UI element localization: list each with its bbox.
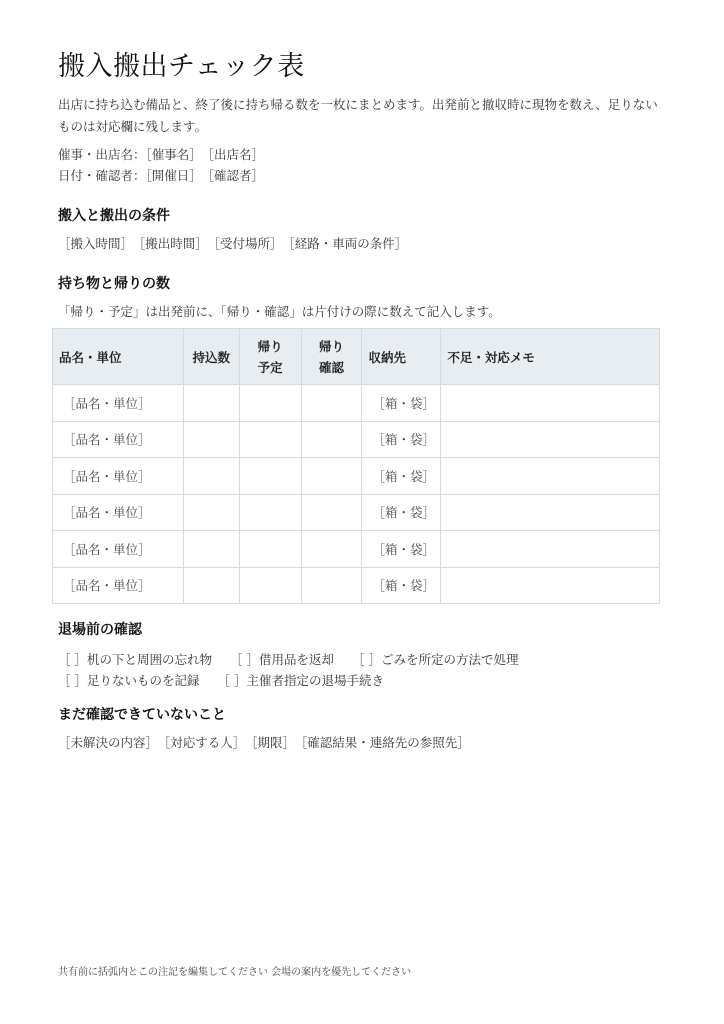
- unresolved-item: ［対応する人］: [164, 735, 246, 750]
- cell-return-check[interactable]: [301, 385, 362, 422]
- checklist-item[interactable]: ［ ］ごみを所定の方法で処理: [351, 652, 519, 667]
- items-heading: 持ち物と帰りの数: [58, 276, 170, 292]
- cell-storage[interactable]: ［箱・袋］: [362, 531, 441, 568]
- shop-name-field: ［出店名］: [207, 147, 265, 162]
- cell-return-check[interactable]: [301, 567, 362, 604]
- meta-row-date: [58, 165, 662, 186]
- table-row: [53, 421, 660, 458]
- cell-brought[interactable]: [183, 421, 239, 458]
- checklist-item[interactable]: ［ ］主催者指定の退場手続き: [217, 673, 384, 688]
- unresolved-item: ［未解決の内容］: [58, 735, 159, 750]
- cell-brought[interactable]: [183, 567, 239, 604]
- checklist-item[interactable]: ［ ］足りないものを記録: [58, 673, 200, 688]
- unresolved-heading: まだ確認できていないこと: [58, 707, 226, 723]
- checklist-row: [58, 649, 662, 670]
- table-header-row: [53, 329, 660, 385]
- cell-memo[interactable]: [441, 421, 660, 458]
- checklist-item[interactable]: ［ ］借用品を返却: [229, 652, 334, 667]
- meta-row-event: [58, 144, 662, 165]
- table-row: [53, 494, 660, 531]
- table-row: [53, 458, 660, 495]
- cell-storage[interactable]: ［箱・袋］: [362, 494, 441, 531]
- unresolved-list: [58, 733, 662, 753]
- cell-memo[interactable]: [441, 494, 660, 531]
- exit-checklist: [58, 649, 662, 691]
- document: [58, 44, 662, 753]
- checker-field: ［確認者］: [207, 168, 265, 183]
- cell-item[interactable]: ［品名・単位］: [53, 494, 184, 531]
- cell-storage[interactable]: ［箱・袋］: [362, 385, 441, 422]
- cell-item[interactable]: ［品名・単位］: [53, 385, 184, 422]
- cell-memo[interactable]: [441, 458, 660, 495]
- table-row: [53, 385, 660, 422]
- cell-item[interactable]: ［品名・単位］: [53, 531, 184, 568]
- cell-storage[interactable]: ［箱・袋］: [362, 458, 441, 495]
- cell-brought[interactable]: [183, 531, 239, 568]
- cell-storage[interactable]: ［箱・袋］: [362, 567, 441, 604]
- cell-item[interactable]: ［品名・単位］: [53, 458, 184, 495]
- cell-return-plan[interactable]: [239, 458, 301, 495]
- col-memo: 不足・対応メモ: [441, 329, 660, 385]
- col-return-check: 帰り 確認: [301, 329, 362, 385]
- cell-return-check[interactable]: [301, 494, 362, 531]
- col-brought: 持込数: [183, 329, 239, 385]
- conditions-heading: 搬入と搬出の条件: [58, 208, 170, 224]
- event-name-field: ［催事名］: [145, 147, 202, 162]
- cell-item[interactable]: ［品名・単位］: [53, 421, 184, 458]
- cell-memo[interactable]: [441, 567, 660, 604]
- table-row: [53, 531, 660, 568]
- cell-return-check[interactable]: [301, 421, 362, 458]
- items-note: 「帰り・予定」は出発前に、「帰り・確認」は片付けの際に数えて記入します。: [58, 304, 501, 319]
- col-item: 品名・単位: [53, 329, 184, 385]
- col-return-plan: 帰り 予定: [239, 329, 301, 385]
- table-row: [53, 567, 660, 604]
- checklist-item[interactable]: ［ ］机の下と周囲の忘れ物: [58, 652, 212, 667]
- cell-brought[interactable]: [183, 385, 239, 422]
- cell-return-plan[interactable]: [239, 421, 301, 458]
- cell-storage[interactable]: ［箱・袋］: [362, 421, 441, 458]
- date-field: ［開催日］: [145, 168, 202, 183]
- unresolved-item: ［期限］: [251, 735, 296, 750]
- unresolved-item: ［確認結果・連絡先の参照先］: [301, 735, 470, 750]
- condition-item: ［経路・車両の条件］: [288, 236, 408, 251]
- footer-note: 共有前に括弧内とこの注記を編集してください 会場の案内を優先してください: [58, 967, 412, 978]
- cell-return-plan[interactable]: [239, 531, 301, 568]
- cell-return-check[interactable]: [301, 531, 362, 568]
- meta-label: 催事・出店名：: [58, 147, 146, 162]
- meta-block: [58, 144, 662, 186]
- cell-brought[interactable]: [183, 458, 239, 495]
- cell-memo[interactable]: [441, 531, 660, 568]
- cell-return-plan[interactable]: [239, 567, 301, 604]
- cell-brought[interactable]: [183, 494, 239, 531]
- col-storage: 収納先: [362, 329, 441, 385]
- cell-return-plan[interactable]: [239, 385, 301, 422]
- intro-text: 出店に持ち込む備品と、終了後に持ち帰る数を一枚にまとめます。出発前と撤収時に現物を数え、足りないものは対応欄に残します。: [58, 97, 658, 134]
- checklist-row: [58, 670, 662, 691]
- condition-item: ［搬入時間］: [58, 236, 134, 251]
- cell-return-plan[interactable]: [239, 494, 301, 531]
- condition-item: ［受付場所］: [213, 236, 283, 251]
- conditions-list: [58, 234, 662, 254]
- cell-item[interactable]: ［品名・単位］: [53, 567, 184, 604]
- page-title: 搬入搬出チェック表: [58, 51, 305, 82]
- items-table: [52, 328, 660, 604]
- condition-item: ［搬出時間］: [139, 236, 208, 251]
- cell-memo[interactable]: [441, 385, 660, 422]
- cell-return-check[interactable]: [301, 458, 362, 495]
- exit-check-heading: 退場前の確認: [58, 622, 142, 638]
- meta-label: 日付・確認者：: [58, 168, 146, 183]
